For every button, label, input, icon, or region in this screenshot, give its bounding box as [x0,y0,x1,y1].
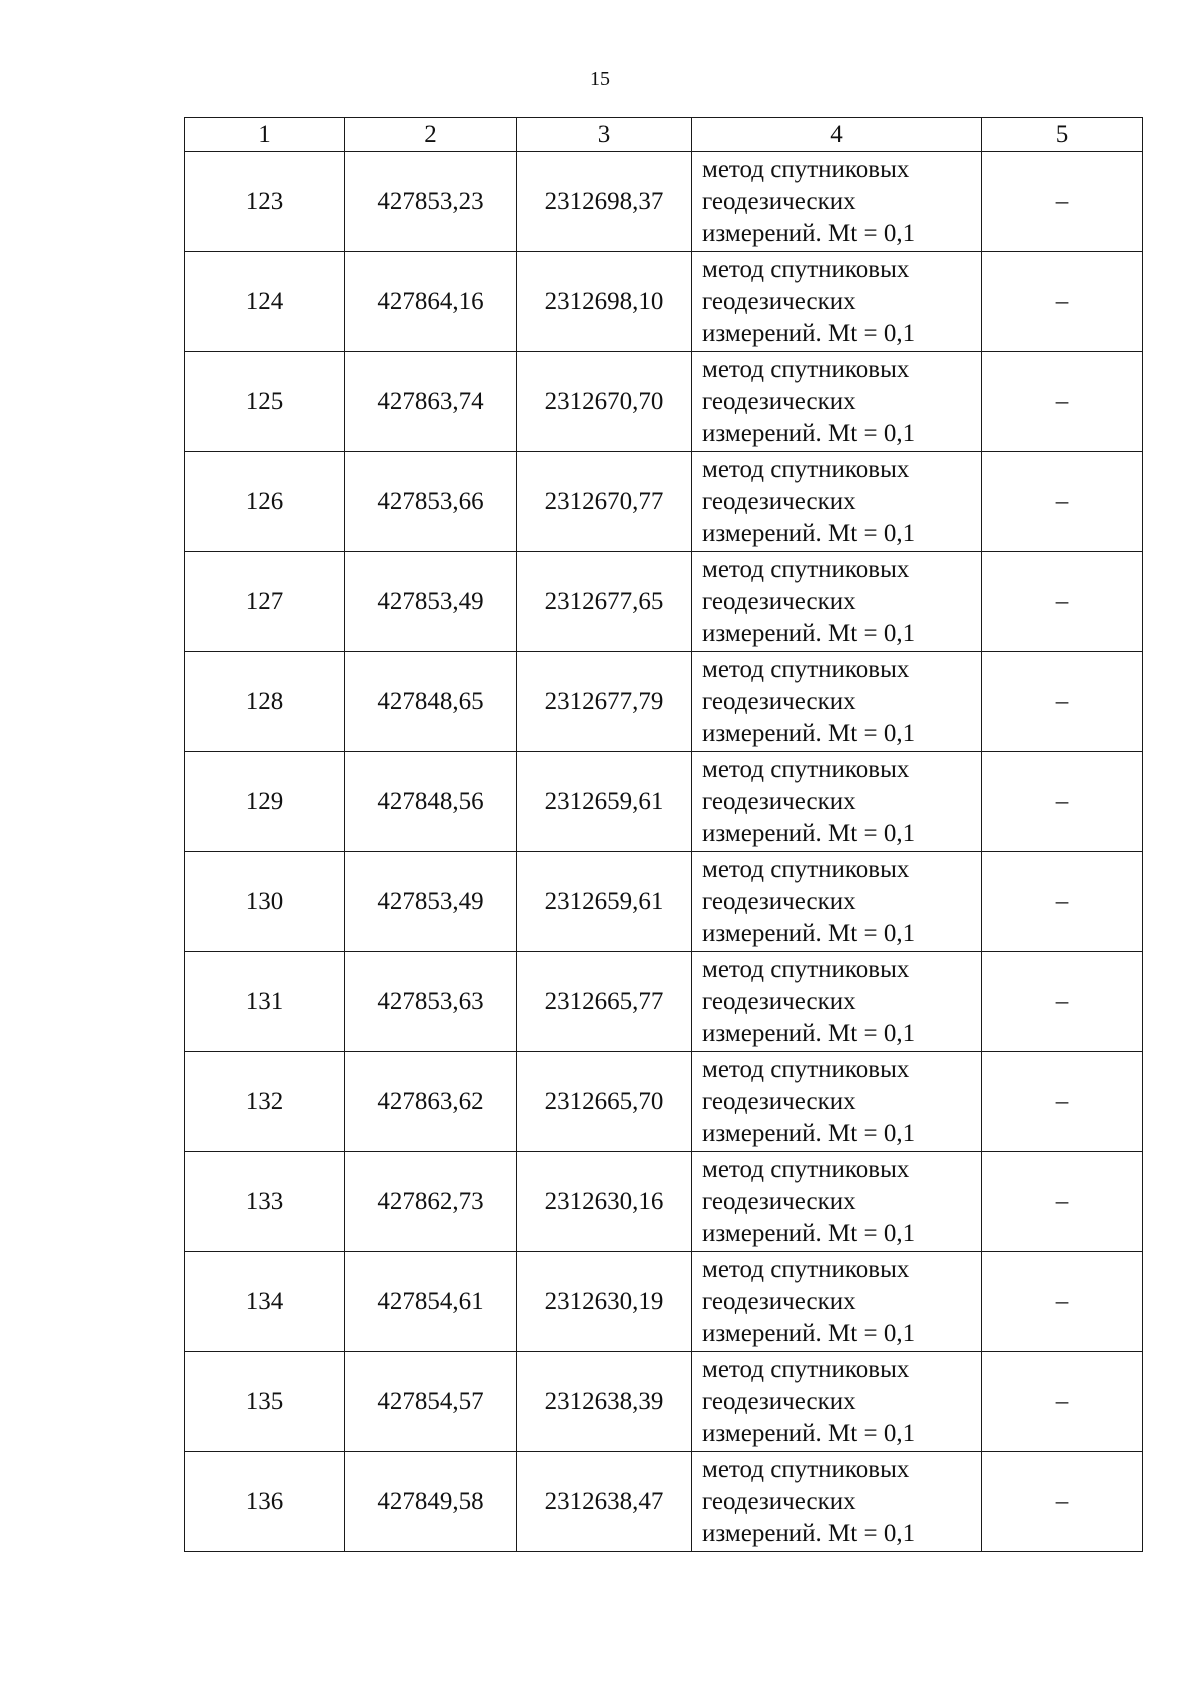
point-number-cell: 126 [185,452,345,552]
method-text-line: геодезических [702,687,856,715]
column-header: 3 [517,118,692,152]
y-coordinate-cell: 2312630,16 [517,1152,692,1252]
point-number-cell: 134 [185,1252,345,1352]
method-cell [692,852,982,952]
note-cell: – [982,352,1143,452]
table-row [185,1452,1143,1552]
note-cell: – [982,952,1143,1052]
table-row [185,452,1143,552]
table-row [185,152,1143,252]
table-row [185,1352,1143,1452]
method-text-line: измерений. Mt = 0,1 [702,1119,916,1147]
method-text-line: метод спутниковых [702,1055,910,1083]
table-row [185,752,1143,852]
page-number: 15 [590,68,610,90]
x-coordinate-cell: 427853,49 [345,852,517,952]
method-text-line: метод спутниковых [702,855,910,883]
table-row [185,652,1143,752]
y-coordinate-cell: 2312670,77 [517,452,692,552]
y-coordinate-cell: 2312665,70 [517,1052,692,1152]
table-row [185,952,1143,1052]
method-cell [692,1352,982,1452]
method-text-line: геодезических [702,1287,856,1315]
x-coordinate-cell: 427863,62 [345,1052,517,1152]
y-coordinate-cell: 2312677,79 [517,652,692,752]
note-cell: – [982,252,1143,352]
method-text-line: геодезических [702,387,856,415]
table-header-row [185,118,1143,152]
note-cell: – [982,1252,1143,1352]
point-number-cell: 125 [185,352,345,452]
method-text-line: метод спутниковых [702,755,910,783]
method-text-line: геодезических [702,487,856,515]
method-text-line: метод спутниковых [702,355,910,383]
method-text-line: измерений. Mt = 0,1 [702,1319,916,1347]
point-number-cell: 127 [185,552,345,652]
note-cell: – [982,752,1143,852]
method-cell [692,152,982,252]
method-text-line: геодезических [702,1487,856,1515]
note-cell: – [982,852,1143,952]
method-cell [692,552,982,652]
point-number-cell: 123 [185,152,345,252]
y-coordinate-cell: 2312677,65 [517,552,692,652]
point-number-cell: 136 [185,1452,345,1552]
note-cell: – [982,1452,1143,1552]
point-number-cell: 128 [185,652,345,752]
method-text-line: измерений. Mt = 0,1 [702,1219,916,1247]
method-cell [692,252,982,352]
coordinates-table [184,117,1143,1552]
method-cell [692,1052,982,1152]
method-text-line: метод спутниковых [702,1355,910,1383]
method-text-line: измерений. Mt = 0,1 [702,419,916,447]
table-row [185,1252,1143,1352]
note-cell: – [982,1052,1143,1152]
y-coordinate-cell: 2312659,61 [517,752,692,852]
y-coordinate-cell: 2312670,70 [517,352,692,452]
method-text-line: геодезических [702,587,856,615]
point-number-cell: 132 [185,1052,345,1152]
note-cell: – [982,1352,1143,1452]
note-cell: – [982,552,1143,652]
method-cell [692,1452,982,1552]
y-coordinate-cell: 2312630,19 [517,1252,692,1352]
method-text-line: геодезических [702,287,856,315]
x-coordinate-cell: 427864,16 [345,252,517,352]
method-text-line: геодезических [702,187,856,215]
method-cell [692,652,982,752]
column-header: 4 [692,118,982,152]
method-cell [692,1252,982,1352]
point-number-cell: 130 [185,852,345,952]
method-text-line: метод спутниковых [702,655,910,683]
method-text-line: измерений. Mt = 0,1 [702,319,916,347]
method-text-line: измерений. Mt = 0,1 [702,719,916,747]
table-row [185,1152,1143,1252]
point-number-cell: 135 [185,1352,345,1452]
method-text-line: измерений. Mt = 0,1 [702,819,916,847]
method-cell [692,752,982,852]
note-cell: – [982,452,1143,552]
method-text-line: метод спутниковых [702,555,910,583]
method-text-line: геодезических [702,1187,856,1215]
y-coordinate-cell: 2312638,47 [517,1452,692,1552]
note-cell: – [982,652,1143,752]
table-row [185,852,1143,952]
y-coordinate-cell: 2312638,39 [517,1352,692,1452]
x-coordinate-cell: 427848,65 [345,652,517,752]
table-row [185,552,1143,652]
method-cell [692,352,982,452]
method-text-line: метод спутниковых [702,1455,910,1483]
method-text-line: метод спутниковых [702,155,910,183]
method-text-line: метод спутниковых [702,955,910,983]
point-number-cell: 131 [185,952,345,1052]
x-coordinate-cell: 427853,63 [345,952,517,1052]
method-cell [692,1152,982,1252]
method-text-line: метод спутниковых [702,1255,910,1283]
table-row [185,1052,1143,1152]
x-coordinate-cell: 427849,58 [345,1452,517,1552]
method-text-line: геодезических [702,1387,856,1415]
method-cell [692,452,982,552]
point-number-cell: 129 [185,752,345,852]
point-number-cell: 124 [185,252,345,352]
note-cell: – [982,152,1143,252]
x-coordinate-cell: 427854,57 [345,1352,517,1452]
method-text-line: метод спутниковых [702,1155,910,1183]
method-text-line: геодезических [702,987,856,1015]
x-coordinate-cell: 427853,23 [345,152,517,252]
method-text-line: геодезических [702,787,856,815]
table-row [185,352,1143,452]
note-cell: – [982,1152,1143,1252]
method-cell [692,952,982,1052]
method-text-line: измерений. Mt = 0,1 [702,1019,916,1047]
x-coordinate-cell: 427848,56 [345,752,517,852]
x-coordinate-cell: 427862,73 [345,1152,517,1252]
y-coordinate-cell: 2312698,37 [517,152,692,252]
method-text-line: измерений. Mt = 0,1 [702,1419,916,1447]
y-coordinate-cell: 2312665,77 [517,952,692,1052]
method-text-line: измерений. Mt = 0,1 [702,919,916,947]
x-coordinate-cell: 427853,49 [345,552,517,652]
column-header: 5 [982,118,1143,152]
x-coordinate-cell: 427853,66 [345,452,517,552]
method-text-line: метод спутниковых [702,455,910,483]
method-text-line: геодезических [702,887,856,915]
column-header: 2 [345,118,517,152]
table-body [185,152,1143,1552]
method-text-line: измерений. Mt = 0,1 [702,519,916,547]
y-coordinate-cell: 2312659,61 [517,852,692,952]
y-coordinate-cell: 2312698,10 [517,252,692,352]
x-coordinate-cell: 427863,74 [345,352,517,452]
method-text-line: геодезических [702,1087,856,1115]
method-text-line: измерений. Mt = 0,1 [702,619,916,647]
table-row [185,252,1143,352]
method-text-line: измерений. Mt = 0,1 [702,219,916,247]
point-number-cell: 133 [185,1152,345,1252]
method-text-line: измерений. Mt = 0,1 [702,1519,916,1547]
x-coordinate-cell: 427854,61 [345,1252,517,1352]
method-text-line: метод спутниковых [702,255,910,283]
column-header: 1 [185,118,345,152]
